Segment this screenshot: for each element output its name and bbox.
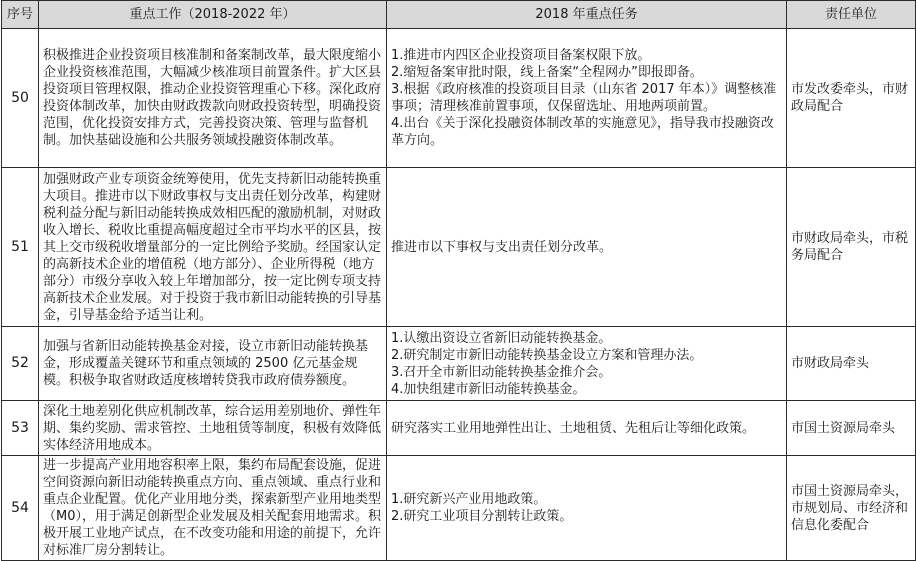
task-item: 3.根据《政府核准的投资项目目录（山东省 2017 年本）》调整核准事项；清理核准前置事项，仅保留选址、用地两项前置。 xyxy=(391,82,777,114)
task-item: 4.出台《关于深化投融资体制改革的实施意见》，指导我市投融资改革方向。 xyxy=(391,116,774,148)
task-item: 4.加快组建市新旧动能转换基金。 xyxy=(391,381,586,397)
row-unit: 市财政局牵头，市税务局配合 xyxy=(787,168,916,327)
task-item: 1.推进市内四区企业投资项目备案权限下放。 xyxy=(391,48,651,63)
table-row xyxy=(2,456,916,561)
row-seq: 51 xyxy=(2,168,39,327)
row-work: 进一步提高产业用地容积率上限，集约布局配套设施，促进空间资源向新旧动能转换重点方向、重点领域、重点行业和重点企业配置。优化产业用地分类，探索新型产业用地类型（M0），用于满足创新型企业发展及相关配套用地需求。积极开展工业地产试点，在不改变功能和用途的前提下，允许对标准厂房分割转让。 xyxy=(39,456,387,561)
task-item: 1.认缴出资设立省新旧动能转换基金。 xyxy=(391,330,612,346)
row-seq: 54 xyxy=(2,456,39,561)
task-item: 3.召开全市新旧动能转换基金推介会。 xyxy=(391,364,612,380)
header-work: 重点工作（2018-2022 年） xyxy=(39,1,387,29)
header-task: 2018 年重点任务 xyxy=(387,1,787,29)
row-unit: 市国土资源局牵头，市规划局、市经济和信息化委配合 xyxy=(787,456,916,561)
row-seq: 50 xyxy=(2,29,39,168)
table-row xyxy=(2,327,916,401)
row-seq: 52 xyxy=(2,327,39,401)
table-header-row xyxy=(2,1,916,29)
task-item: 2.研究工业项目分割转让政策。 xyxy=(391,509,573,524)
task-item: 1.研究新兴产业用地政策。 xyxy=(391,492,547,507)
task-item: 2.研究制定市新旧动能转换基金设立方案和管理办法。 xyxy=(391,347,703,363)
table-row xyxy=(2,29,916,168)
row-tasks xyxy=(387,401,787,456)
table-row xyxy=(2,168,916,327)
row-seq: 53 xyxy=(2,401,39,456)
task-item: 研究落实工业用地弹性出让、土地租赁、先租后让等细化政策。 xyxy=(391,420,756,436)
row-tasks xyxy=(387,327,787,401)
row-unit: 市发改委牵头，市财政局配合 xyxy=(787,29,916,168)
row-work: 积极推进企业投资项目核准制和备案制改革，最大限度缩小企业投资核准范围，大幅减少核准项目前置条件。扩大区县投资项目管理权限，推动企业投资管理重心下移。深化政府投资体制改革，加快由财政拨款向财政投资转型，明确投资范围，优化投资安排方式，完善投资决策、管理与监督机制。加快基础设施和公共服务领域投融资体制改革。 xyxy=(39,29,387,168)
task-item: 推进市以下事权与支出责任划分改革。 xyxy=(391,239,613,255)
table-row xyxy=(2,401,916,456)
task-item: 2.缩短备案审批时限，线上备案“全程网办”即报即备。 xyxy=(391,65,703,80)
header-unit: 责任单位 xyxy=(787,1,916,29)
row-tasks xyxy=(387,456,787,561)
row-work: 深化土地差别化供应机制改革，综合运用差别地价、弹性年期、集约奖励、需求管控、土地租赁等制度，积极有效降低实体经济用地成本。 xyxy=(39,401,387,456)
row-unit: 市国土资源局牵头 xyxy=(787,401,916,456)
row-work: 加强财政产业专项资金统筹使用，优先支持新旧动能转换重大项目。推进市以下财政事权与支出责任划分改革，构建财税利益分配与新旧动能转换成效相匹配的激励机制，对财政收入增长、税收比重提高幅度超过全市平均水平的区县，按其上交市级税收增量部分的一定比例给予奖励。经国家认定的高新技术企业的增值税（地方部分）、企业所得税（地方部分）市级分享收入较上年增加部分，按一定比例专项支持高新技术企业发展。对于投资于我市新旧动能转换的引导基金，引导基金给予适当让利。 xyxy=(39,168,387,327)
row-work: 加强与省新旧动能转换基金对接，设立市新旧动能转换基金，形成覆盖关键环节和重点领域的 2500 亿元基金规模。积极争取省财政适度核增转贷我市政府债券额度。 xyxy=(39,327,387,401)
header-seq: 序号 xyxy=(2,1,39,29)
row-tasks xyxy=(387,29,787,168)
row-tasks xyxy=(387,168,787,327)
reform-task-table xyxy=(1,0,916,561)
row-unit: 市财政局牵头 xyxy=(787,327,916,401)
